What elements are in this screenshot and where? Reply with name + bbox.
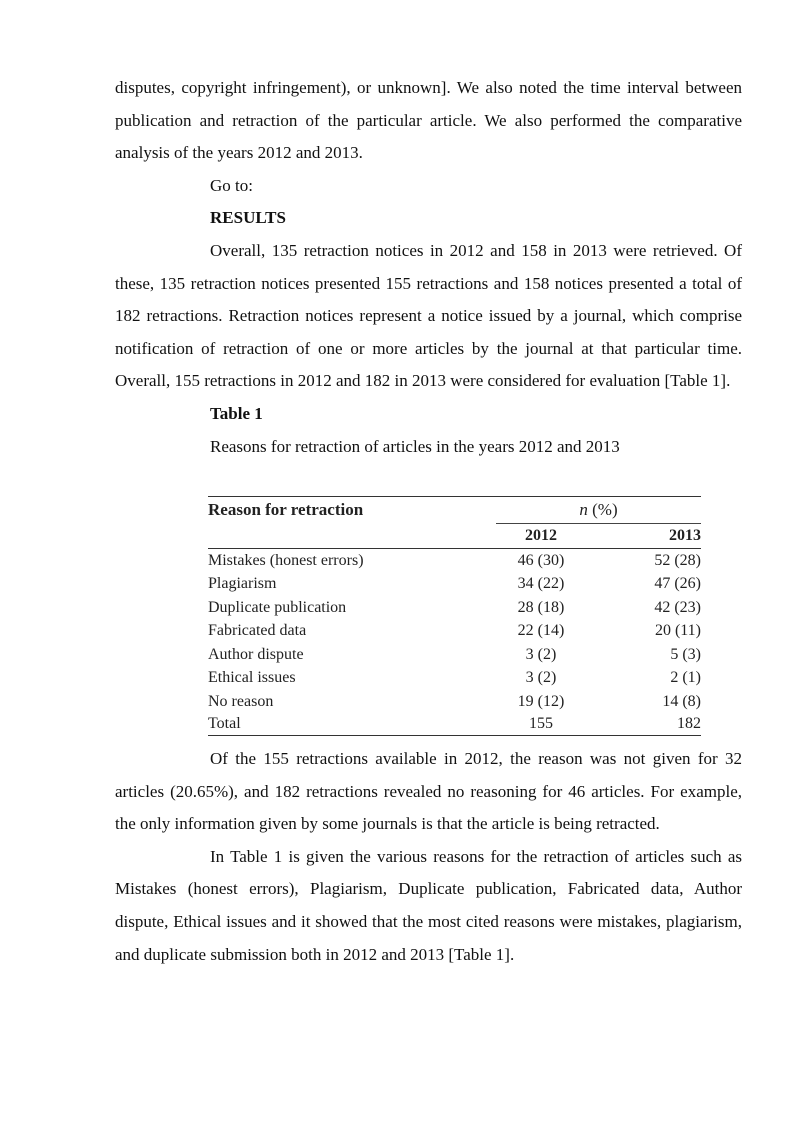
- header-n-percent: [496, 497, 701, 524]
- table-subheader-row: [208, 524, 701, 549]
- table-caption: Reasons for retraction of articles in the years 2012 and 2013: [210, 436, 620, 456]
- table-row: [208, 549, 701, 573]
- results-paragraph: Overall, 135 retraction notices in 2012 and 158 in 2013 were retrieved. Of these, 135 retraction notices presented 155 retractions and 158 notices presented a total of 182 retractions. Retraction notices represent a notice issued by a journal, which comprise notification of retraction of one or more articles by the journal at that particular time. Overall, 155 retractions in 2012 and 182 in 2013 were considered for evaluation [Table 1].: [115, 240, 742, 391]
- cell-2012: 28 (18): [517, 598, 565, 616]
- cell-2013: 47 (26): [654, 575, 701, 593]
- cell-reason: Duplicate publication: [208, 598, 347, 616]
- cell-reason: Plagiarism: [208, 575, 277, 593]
- cell-2013: 2 (1): [670, 669, 701, 687]
- cell-2013: 14 (8): [662, 692, 701, 710]
- table-row: [208, 596, 701, 620]
- table-row: [208, 620, 701, 644]
- goto-link[interactable]: Go to:: [210, 175, 253, 195]
- table-row: [208, 573, 701, 597]
- cell-2013: 42 (23): [654, 598, 701, 616]
- missing-reason-paragraph: Of the 155 retractions available in 2012, the reason was not given for 32 articles (20.65%), and 182 retractions revealed no reasoning for 46 articles. For example, the only information given by some journals is that the article is being retracted.: [115, 749, 742, 834]
- cell-reason: Mistakes (honest errors): [208, 551, 364, 569]
- cell-2012: 19 (12): [517, 692, 565, 710]
- header-year-2013: 2013: [586, 524, 701, 549]
- header-percent: (%): [587, 500, 618, 519]
- cell-2012: 34 (22): [517, 575, 565, 593]
- subheader-blank: [208, 524, 496, 549]
- upper-text: [115, 72, 742, 463]
- cell-reason: Total: [208, 714, 496, 736]
- table-body: [208, 549, 701, 736]
- table-discussion-paragraph: In Table 1 is given the various reasons for the retraction of articles such as Mistakes (honest errors), Plagiarism, Duplicate publication, Fabricated data, Author dispute, Ethical issues and it showed that the most cited reasons were mistakes, plagiarism, and duplicate submission both in 2012 and 2013 [Table 1].: [115, 846, 742, 964]
- cell-2012: 3 (2): [525, 645, 557, 663]
- table-row: [208, 690, 701, 714]
- cell-2012: 46 (30): [517, 551, 565, 569]
- header-year-2012: 2012: [496, 524, 586, 549]
- table-row: [208, 643, 701, 667]
- cell-2012: 22 (14): [517, 622, 565, 640]
- cell-2012: 3 (2): [525, 669, 557, 687]
- header-n: n: [579, 500, 588, 519]
- cell-2012: 155: [496, 714, 586, 736]
- table-grid: [208, 496, 701, 736]
- methods-paragraph-end: disputes, copyright infringement), or unknown]. We also noted the time interval between publication and retraction of the particular article. We also performed the comparative analysis of the years 2012 and 2013.: [115, 78, 742, 163]
- table-total-row: [208, 714, 701, 736]
- cell-reason: No reason: [208, 692, 274, 710]
- cell-2013: 182: [586, 714, 701, 736]
- cell-2013: 20 (11): [654, 622, 701, 640]
- lower-text: [115, 743, 742, 971]
- header-reason: Reason for retraction: [208, 497, 496, 524]
- table-header-row: [208, 497, 701, 524]
- retraction-reasons-table: [208, 496, 701, 736]
- cell-reason: Ethical issues: [208, 669, 296, 687]
- cell-reason: Author dispute: [208, 645, 304, 663]
- table-row: [208, 667, 701, 691]
- table-label: Table 1: [210, 403, 263, 423]
- cell-2013: 52 (28): [654, 551, 701, 569]
- cell-reason: Fabricated data: [208, 622, 307, 640]
- cell-2013: 5 (3): [670, 645, 701, 663]
- results-heading: RESULTS: [210, 208, 286, 228]
